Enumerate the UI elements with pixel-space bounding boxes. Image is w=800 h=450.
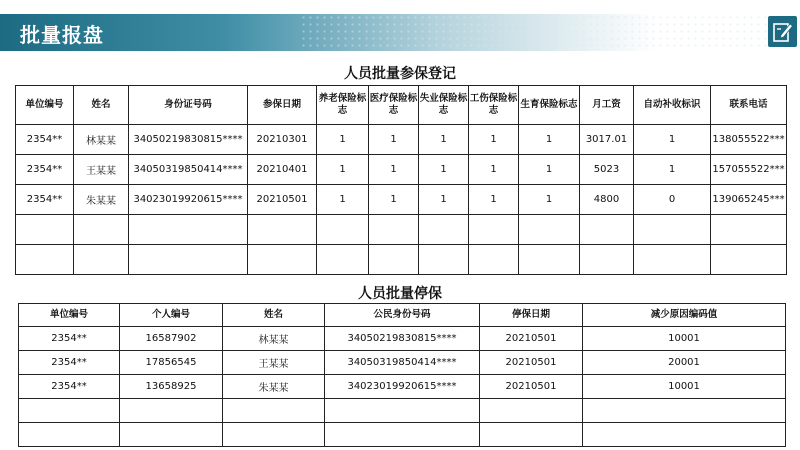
table-cell: 13658925 (120, 375, 223, 399)
enroll-column-header: 自动补收标识 (634, 86, 711, 125)
table-cell: 1 (469, 125, 519, 155)
table-cell: 2354** (19, 375, 120, 399)
table-cell (74, 215, 129, 245)
table-cell: 20210401 (248, 155, 317, 185)
pencil-edit-icon (772, 20, 794, 44)
table-cell: 10001 (583, 327, 786, 351)
table-row (16, 215, 787, 245)
table-row (19, 327, 786, 351)
table-cell: 1 (419, 125, 469, 155)
table-row (19, 423, 786, 447)
table-cell: 1 (634, 125, 711, 155)
enroll-column-header: 月工资 (580, 86, 634, 125)
table-cell: 1 (519, 155, 580, 185)
table-cell (129, 245, 248, 275)
enroll-column-header: 单位编号 (16, 86, 74, 125)
enroll-section-title: 人员批量参保登记 (344, 66, 456, 82)
stop-column-header: 停保日期 (480, 304, 583, 327)
table-cell: 0 (634, 185, 711, 215)
table-cell: 1 (469, 155, 519, 185)
stop-table (18, 303, 786, 447)
table-cell (580, 245, 634, 275)
table-cell: 王某某 (223, 351, 325, 375)
table-row (16, 245, 787, 275)
table-cell: 朱某某 (223, 375, 325, 399)
table-cell (317, 215, 369, 245)
table-cell (129, 215, 248, 245)
stop-column-header: 减少原因编码值 (583, 304, 786, 327)
table-cell: 3017.01 (580, 125, 634, 155)
table-cell: 139065245*** (711, 185, 787, 215)
table-cell (120, 399, 223, 423)
table-cell: 朱某某 (74, 185, 129, 215)
header-banner (0, 14, 800, 51)
enroll-column-header: 姓名 (74, 86, 129, 125)
stop-header-row (19, 304, 786, 327)
table-cell (480, 399, 583, 423)
table-cell (223, 423, 325, 447)
table-cell: 138055522*** (711, 125, 787, 155)
enroll-table (15, 85, 787, 275)
table-cell: 林某某 (223, 327, 325, 351)
table-cell: 林某某 (74, 125, 129, 155)
table-cell: 10001 (583, 375, 786, 399)
table-cell (19, 423, 120, 447)
table-cell: 4800 (580, 185, 634, 215)
table-cell: 157055522*** (711, 155, 787, 185)
table-cell: 5023 (580, 155, 634, 185)
table-cell (519, 245, 580, 275)
stop-column-header: 单位编号 (19, 304, 120, 327)
table-cell: 20210501 (248, 185, 317, 215)
table-cell: 34023019920615**** (325, 375, 480, 399)
table-cell (317, 245, 369, 275)
table-cell: 2354** (16, 155, 74, 185)
table-cell: 34050219830815**** (129, 125, 248, 155)
stop-column-header: 公民身份号码 (325, 304, 480, 327)
table-cell (469, 245, 519, 275)
table-cell: 20210501 (480, 351, 583, 375)
table-cell: 1 (317, 125, 369, 155)
table-cell (369, 215, 419, 245)
table-cell (74, 245, 129, 275)
table-cell (325, 399, 480, 423)
enroll-column-header: 养老保险标志 (317, 86, 369, 125)
table-cell: 20210501 (480, 375, 583, 399)
table-cell: 34050319850414**** (325, 351, 480, 375)
table-cell: 1 (369, 155, 419, 185)
table-cell: 20210501 (480, 327, 583, 351)
table-cell: 34050319850414**** (129, 155, 248, 185)
table-cell: 1 (369, 125, 419, 155)
table-cell (583, 423, 786, 447)
table-row (16, 125, 787, 155)
table-cell: 1 (519, 185, 580, 215)
table-cell: 1 (419, 155, 469, 185)
table-cell (19, 399, 120, 423)
table-cell: 王某某 (74, 155, 129, 185)
table-cell (325, 423, 480, 447)
table-cell (480, 423, 583, 447)
table-cell: 2354** (16, 185, 74, 215)
table-cell (223, 399, 325, 423)
stop-section-title: 人员批量停保 (358, 286, 442, 302)
table-cell (419, 245, 469, 275)
edit-button[interactable] (768, 16, 797, 47)
table-cell (248, 215, 317, 245)
enroll-header-row (16, 86, 787, 125)
table-row (19, 351, 786, 375)
table-row (19, 399, 786, 423)
enroll-column-header: 生育保险标志 (519, 86, 580, 125)
enroll-column-header: 失业保险标志 (419, 86, 469, 125)
table-cell (469, 215, 519, 245)
table-cell: 20001 (583, 351, 786, 375)
enroll-column-header: 工伤保险标志 (469, 86, 519, 125)
table-row (16, 185, 787, 215)
table-cell: 2354** (19, 327, 120, 351)
table-cell: 1 (419, 185, 469, 215)
table-cell: 2354** (16, 125, 74, 155)
table-cell (369, 245, 419, 275)
table-cell (419, 215, 469, 245)
table-cell: 34023019920615**** (129, 185, 248, 215)
enroll-column-header: 联系电话 (711, 86, 787, 125)
table-cell (583, 399, 786, 423)
table-cell: 17856545 (120, 351, 223, 375)
table-cell (580, 215, 634, 245)
table-cell: 16587902 (120, 327, 223, 351)
table-cell (248, 245, 317, 275)
page-title: 批量报盘 (20, 23, 104, 47)
table-cell: 1 (317, 185, 369, 215)
table-cell (711, 245, 787, 275)
table-cell: 1 (469, 185, 519, 215)
table-cell (16, 245, 74, 275)
header-pattern (300, 14, 800, 51)
enroll-column-header: 医疗保险标志 (369, 86, 419, 125)
table-cell (120, 423, 223, 447)
table-cell (519, 215, 580, 245)
table-cell: 20210301 (248, 125, 317, 155)
table-cell: 1 (317, 155, 369, 185)
table-cell (634, 245, 711, 275)
enroll-column-header: 身份证号码 (129, 86, 248, 125)
enroll-column-header: 参保日期 (248, 86, 317, 125)
stop-column-header: 个人编号 (120, 304, 223, 327)
table-row (16, 155, 787, 185)
table-cell (634, 215, 711, 245)
table-cell (711, 215, 787, 245)
table-row (19, 375, 786, 399)
table-cell: 34050219830815**** (325, 327, 480, 351)
table-cell: 1 (519, 125, 580, 155)
table-cell: 2354** (19, 351, 120, 375)
table-cell (16, 215, 74, 245)
table-cell: 1 (369, 185, 419, 215)
stop-column-header: 姓名 (223, 304, 325, 327)
table-cell: 1 (634, 155, 711, 185)
